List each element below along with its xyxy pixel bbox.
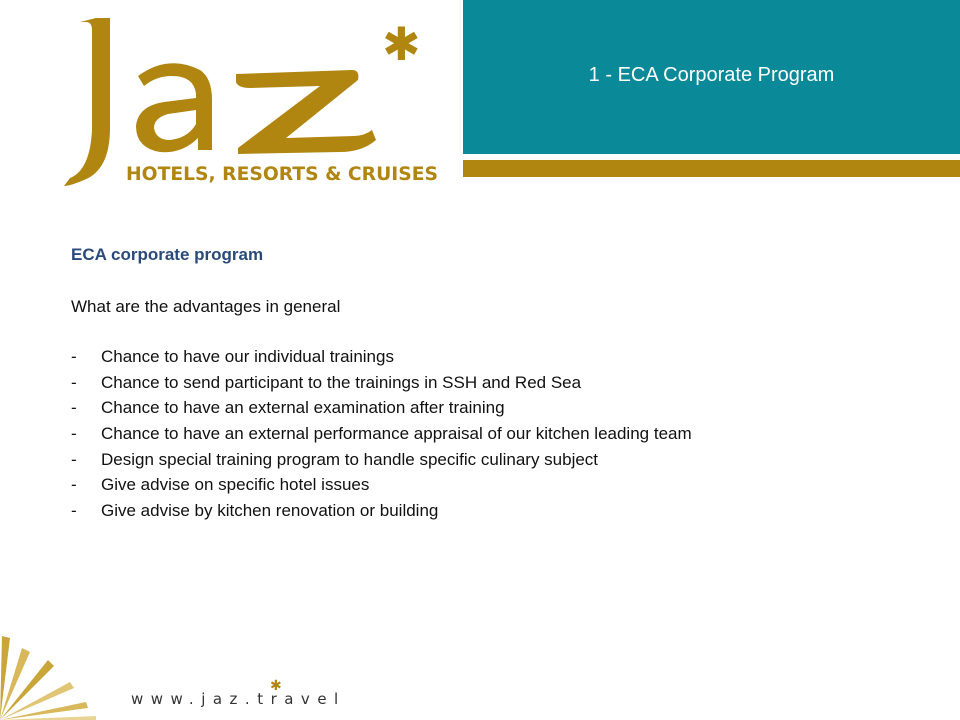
list-item-text: Design special training program to handle specific culinary subject <box>101 449 599 469</box>
list-item <box>71 472 931 498</box>
bullet-dash: - <box>71 475 77 495</box>
decorative-rays-icon <box>0 630 140 720</box>
list-item-text: Chance to send participant to the trainings in SSH and Red Sea <box>101 372 582 392</box>
bullet-dash: - <box>71 347 77 366</box>
bullet-dash: - <box>71 424 77 444</box>
website-url[interactable]: www.jaz.travel <box>131 690 346 708</box>
star-icon: ✱ <box>270 677 282 693</box>
gold-divider-bar <box>463 160 960 177</box>
logo-letter-z <box>236 70 376 154</box>
slide-content <box>71 242 931 524</box>
list-item <box>71 370 931 396</box>
list-item <box>71 344 931 370</box>
logo-star-icon: ✱ <box>382 17 421 71</box>
content-subheading: What are the advantages in general <box>71 297 341 316</box>
list-item <box>71 395 931 421</box>
jaz-logo <box>60 10 450 192</box>
logo-tagline: HOTELS, RESORTS & CRUISES <box>126 163 438 185</box>
bullet-dash: - <box>71 398 77 418</box>
list-item <box>71 447 931 473</box>
bullet-dash: - <box>71 501 77 521</box>
advantages-list <box>71 344 931 524</box>
content-heading: ECA corporate program <box>71 245 264 264</box>
list-item <box>71 421 931 447</box>
list-item-text: Give advise on specific hotel issues <box>101 475 370 495</box>
bullet-dash: - <box>71 372 77 392</box>
title-banner <box>463 0 960 154</box>
bullet-dash: - <box>71 449 77 469</box>
logo-letter-a <box>136 63 212 152</box>
list-item-text: Chance to have an external performance appraisal of our kitchen leading team <box>101 424 692 444</box>
list-item-text: Chance to have our individual trainings <box>101 347 394 366</box>
list-item-text: Give advise by kitchen renovation or building <box>101 501 439 521</box>
logo-letter-j <box>64 18 110 186</box>
slide-title: 1 - ECA Corporate Program <box>588 64 835 86</box>
list-item-text: Chance to have an external examination after training <box>101 398 505 418</box>
list-item <box>71 498 931 524</box>
